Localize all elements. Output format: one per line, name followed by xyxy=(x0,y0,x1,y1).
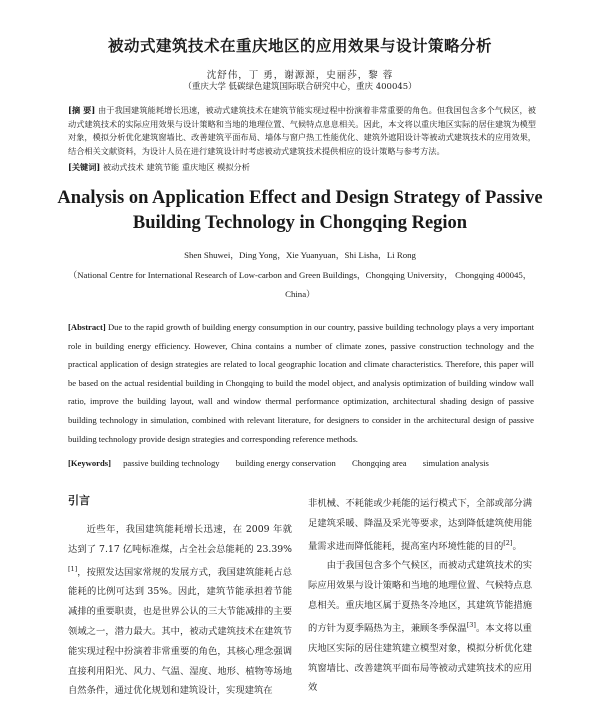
paragraph-text: 近些年，我国建筑能耗增长迅速，在 2009 年就达到了 7.17 亿吨标准煤，占全社会总能耗的 23.39%[1]，按照发达国家常规的发展方式，我国建筑能耗占总能耗的比例可达到 35%。因此，建筑节能承担着节能减排的重要职责，也是世界公认的三大节能减排的主要领域之一，潜力最大。其中，被动式建筑技术在建筑节能实现过程中扮演着非常重要的角色，其核心理念强调直接利用阳光、风力、气温、湿度、地形、植物等场地自然条件，通过优化规划和建筑设计，实现建筑在 xyxy=(68,524,292,697)
chinese-abstract-label: [摘 要] xyxy=(68,105,96,115)
english-title-line-2: Building Technology in Chongqing Region xyxy=(132,213,468,233)
citation: [3] xyxy=(466,620,476,629)
keyword: Chongqing area xyxy=(351,458,407,468)
keyword: building energy conservation xyxy=(235,458,336,468)
paragraph-text: 由于我国包含多个气候区，而被动式建筑技术的实际应用效果与设计策略和当地的地理位置、气候特点息息相关。重庆地区属于夏热冬冷地区，其建筑节能措施的方针为夏季隔热为主，兼顾冬季保温 xyxy=(308,560,532,634)
chinese-keywords xyxy=(68,162,536,173)
chinese-affiliation: （重庆大学 低碳绿色建筑国际联合研究中心，重庆 400045） xyxy=(183,82,417,92)
chinese-abstract-text: 由于我国建筑能耗增长迅速，被动式建筑技术在建筑节能实现过程中扮演着非常重要的角色。但我国包含多个气候区，被动式建筑技术的实际应用效果与设计策略和当地的地理位置、气候特点息息相关。因此，本文将以重庆地区实际的居住建筑为模型对象，模拟分析优化建筑窗墙比、改善建筑平面布局、墙体与窗户热工性能优化、建筑外遮阳设计等被动式建筑技术的应用效果，结合相关文献资料，为设计人员在进行建筑设计时考虑被动式建筑技术提供相应的设计策略与参考方法。 xyxy=(68,105,536,156)
keyword: passive building technology xyxy=(123,458,220,468)
citation: [1] xyxy=(68,564,78,573)
english-abstract xyxy=(68,318,534,448)
citation: [2] xyxy=(503,538,513,547)
english-abstract-label: [Abstract] xyxy=(68,322,106,332)
body-paragraph xyxy=(68,520,292,701)
body-column-left xyxy=(68,494,292,701)
section-heading-introduction: 引言 xyxy=(68,494,90,507)
chinese-authors: 沈舒伟，丁 勇，谢源源，史丽莎，黎 蓉 xyxy=(206,70,394,81)
chinese-keywords-text: 被动式技术 建筑节能 重庆地区 模拟分析 xyxy=(102,162,250,172)
paragraph-text: 。本文将以重庆地区实际的居住建筑建立模型对象，模拟分析优化建筑窗墙比、改善建筑平面布局等被动式建筑技术的应用效 xyxy=(308,622,532,694)
english-affiliation: （National Centre for International Research of Low-carbon and Green Buildings，Chongqing University， Chongqing 400045，China） xyxy=(68,270,532,299)
chinese-title: 被动式建筑技术在重庆地区的应用效果与设计策略分析 xyxy=(107,37,492,55)
keyword: simulation analysis xyxy=(422,458,489,468)
english-title-line-1: Analysis on Application Effect and Design Strategy of Passive xyxy=(57,188,543,208)
english-keywords xyxy=(68,458,534,468)
paragraph-text: 非机械、不耗能或少耗能的运行模式下，全部或部分满足建筑采暖、降温及采光等要求，达到降低建筑使用能量需求进而降低能耗，提高室内环境性能的目的 xyxy=(308,498,532,552)
english-title xyxy=(0,186,600,236)
english-abstract-text: Due to the rapid growth of building energy consumption in our country, passive building technology plays a very important role in building energy efficiency. However, China contains a number of climate zones, passive construction technology and the practical application of design strategies are related to local geographic location and climate characteristics. Therefore, this paper will be based on the actual residential building in Chongqing to build the model object, and analysis optimization of building window wall ratio, improve the building layout, wall and window thermal performance optimization, architectural shading design of passive building technology in simulation, combined with relevant literature, for designers to consider in the architectural design of passive building technology provide design strategies and corresponding reference methods. xyxy=(68,322,534,444)
body-paragraph xyxy=(308,556,532,698)
english-authors: Shen Shuwei，Ding Yong，Xie Yuanyuan，Shi Lisha，Li Rong xyxy=(184,250,416,260)
chinese-keywords-label: [关键词] xyxy=(68,162,101,172)
body-paragraph: 非机械、不耗能或少耗能的运行模式下，全部或部分满足建筑采暖、降温及采光等要求，达到降低建筑使用能量需求进而降低能耗，提高室内环境性能的目的[2]。 xyxy=(308,498,532,552)
chinese-abstract xyxy=(68,104,536,158)
body-column-right xyxy=(308,494,532,698)
english-keywords-label: [Keywords] xyxy=(68,458,111,468)
